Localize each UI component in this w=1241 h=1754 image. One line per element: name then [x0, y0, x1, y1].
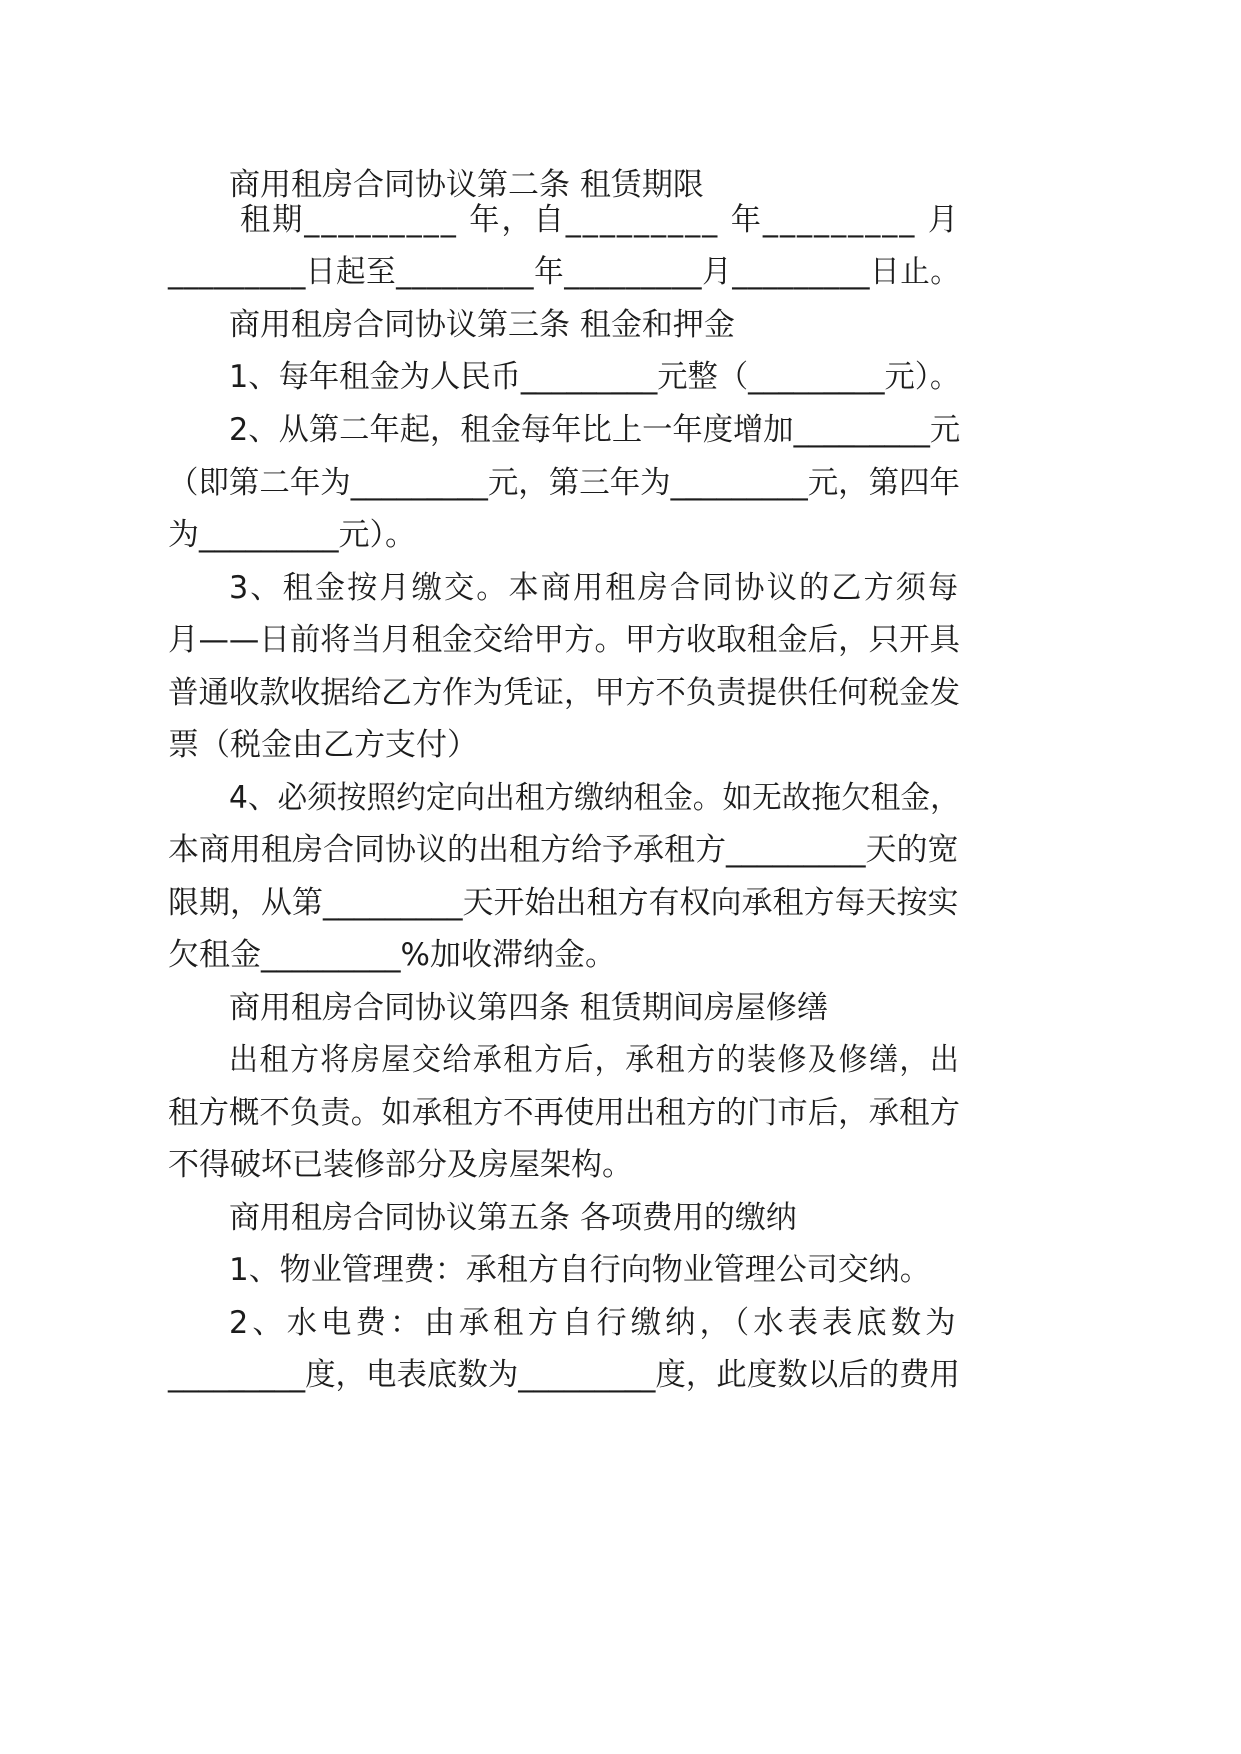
paragraph-line: 出租方将房屋交给承租方后，承租方的装修及修缮，出 [229, 1042, 961, 1078]
paragraph-line: 为_________元）。 [168, 517, 416, 553]
paragraph-line: （即第二年为_________元，第三年为_________元，第四年 [168, 465, 960, 501]
paragraph-line: 2、水电费：由承租方自行缴纳，（水表表底数为 [229, 1305, 960, 1341]
paragraph-line: 1、物业管理费：承租方自行向物业管理公司交纳。 [229, 1252, 931, 1288]
paragraph-line: 1、每年租金为人民币_________元整（_________元）。 [229, 359, 961, 395]
paragraph-line: 租方概不负责。如承租方不再使用出租方的门市后，承租方 [168, 1095, 960, 1131]
paragraph-line: 租期_________ 年，自_________ 年_________ 月 [240, 202, 961, 238]
paragraph-line: 票（税金由乙方支付） [168, 727, 478, 763]
paragraph-line: 2、从第二年起，租金每年比上一年度增加_________元 [229, 412, 961, 448]
paragraph-line: 限期，从第_________天开始出租方有权向承租方每天按实 [168, 885, 959, 921]
section-heading-term: 商用租房合同协议第二条 租赁期限 [229, 167, 704, 203]
paragraph-line: 普通收款收据给乙方作为凭证，甲方不负责提供任何税金发 [168, 675, 960, 711]
paragraph-line: 4、必须按照约定向出租方缴纳租金。如无故拖欠租金， [229, 780, 960, 816]
paragraph-line: 不得破坏已装修部分及房屋架构。 [168, 1147, 633, 1183]
paragraph-line: 月——日前将当月租金交给甲方。甲方收取租金后，只开具 [168, 622, 960, 658]
paragraph-line: 3、租金按月缴交。本商用租房合同协议的乙方须每 [229, 570, 961, 606]
section-heading-repair: 商用租房合同协议第四条 租赁期间房屋修缮 [229, 990, 828, 1026]
paragraph-line: _________日起至_________年_________月_________日止。 [168, 254, 961, 290]
paragraph-line: 本商用租房合同协议的出租方给予承租方_________天的宽 [168, 832, 959, 868]
paragraph-line: _________度，电表底数为_________度，此度数以后的费用 [168, 1357, 960, 1393]
paragraph-line: 欠租金_________%加收滞纳金。 [168, 937, 616, 973]
section-heading-fees: 商用租房合同协议第五条 各项费用的缴纳 [229, 1200, 797, 1236]
section-heading-rent: 商用租房合同协议第三条 租金和押金 [229, 307, 735, 343]
